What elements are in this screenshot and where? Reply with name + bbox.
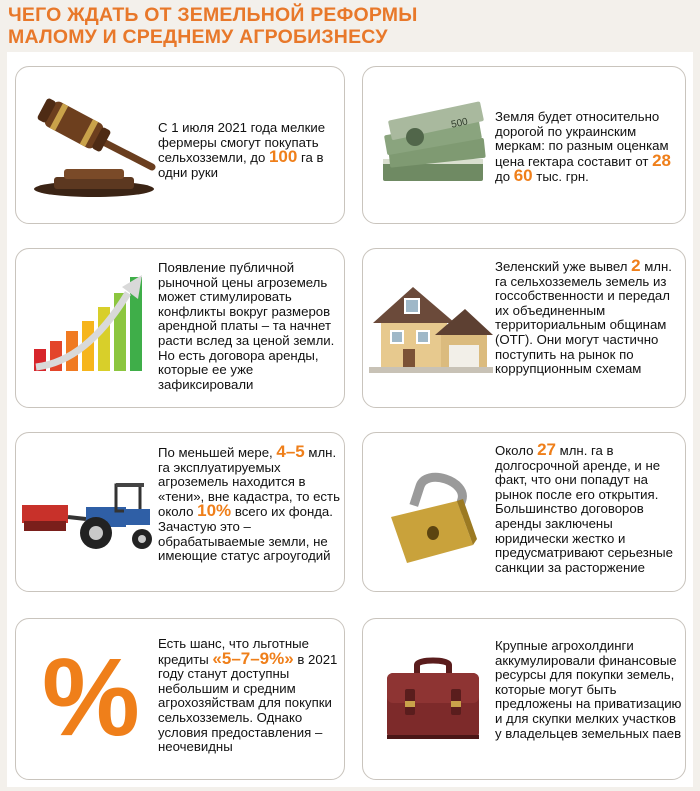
card-shadow-land <box>15 432 345 592</box>
card-land-price <box>362 66 686 224</box>
tractor-icon <box>20 467 158 559</box>
card-text: Земля будет относительно дорогой по украинским меркам: по разным оценкам цена гектара составит от 28 до 60 тыс. грн. <box>495 109 671 186</box>
card-text: Появление публичной рыночной цены агроземель может стимулировать конфликты вокруг размеров арендной платы – та начнет расти вслед за ценой земли. Но есть договора аренды, которые ее уже зафиксировали <box>158 260 335 392</box>
card-text: Крупные агрохолдинги аккумулировали финансовые ресурсы для покупки земель, которые могут быть предложены на приватизацию и для скупки мелких участков у владельцев земельных паев <box>495 638 682 741</box>
briefcase-icon <box>381 649 485 749</box>
card-text: По меньшей мере, 4–5 млн. га эксплуатируемых агроземель находится в «тени», вне кадастра, то есть около 10% всего их фонда. Зачастую это – обрабатываемые земли, не имеющие статус агроугодий <box>158 442 340 564</box>
page-title <box>8 4 488 48</box>
padlock-icon <box>377 459 487 569</box>
card-agroholdings <box>362 618 686 780</box>
card-rent-price <box>15 248 345 408</box>
card-text: Зеленский уже вывел 2 млн. га сельхозземель земель из госсобственности и передал их объединенным территориальным общинам (ОТГ). Они могут частично поступить на рынок по коррупционным схемам <box>495 256 672 377</box>
card-otg-land <box>362 248 686 408</box>
title-line-2: МАЛОМУ И СРЕДНЕМУ АГРОБИЗНЕСУ <box>8 26 388 48</box>
gavel-icon <box>24 89 164 204</box>
highlight-number: 60 <box>513 166 533 186</box>
card-text: Около 27 млн. га в долгосрочной аренде, и не факт, что они попадут на рынок после его открытия. Большинство договоров аренды заключены юридически жестко и предусматривают серьезные санкции за расторжение <box>495 440 673 575</box>
highlight-number: 4–5 <box>276 442 305 461</box>
card-text: С 1 июля 2021 года мелкие фермеры смогут покупать сельхозземли, до 100 га в одни руки <box>158 120 326 180</box>
highlight-number: 27 <box>537 440 556 459</box>
highlight-number: 10% <box>197 501 232 521</box>
growth-chart-icon <box>30 267 156 377</box>
money-icon <box>375 97 491 197</box>
house-icon <box>369 275 493 375</box>
card-long-term-lease <box>362 432 686 592</box>
highlight-number: 28 <box>652 150 671 170</box>
money-label: 500 <box>450 116 469 131</box>
percent-icon: % <box>42 636 140 759</box>
card-preferential-credits <box>15 618 345 780</box>
card-land-purchase-limit <box>15 66 345 224</box>
card-text: Есть шанс, что льготные кредиты «5–7–9%» в 2021 году станут доступны небольшим и средним агрохозяйствам для покупки сельхозземель. Однако условия предоставления – неочевидны <box>158 636 338 755</box>
title-line-1: ЧЕГО ЖДАТЬ ОТ ЗЕМЕЛЬНОЙ РЕФОРМЫ <box>8 4 418 26</box>
highlight-number: «5–7–9%» <box>212 648 294 668</box>
highlight-number: 2 <box>631 256 641 275</box>
highlight-number: 100 <box>268 147 298 167</box>
